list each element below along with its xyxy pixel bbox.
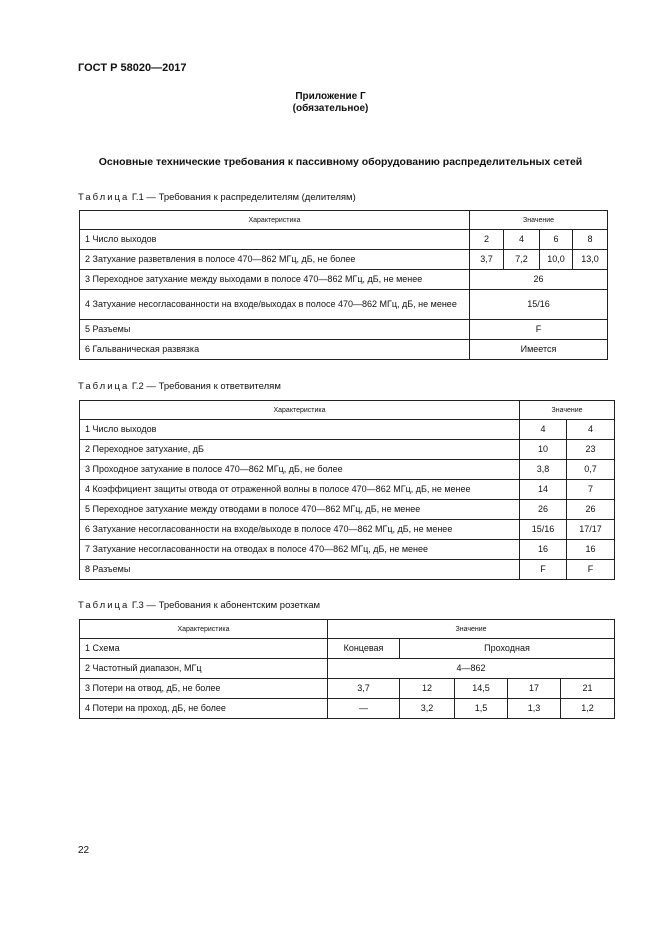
table2 <box>79 400 615 580</box>
table-header-row <box>80 620 615 639</box>
value-cell: 26 <box>520 500 567 520</box>
table1-caption-text: Г.1 — Требования к распределителям (делителям) <box>129 192 356 203</box>
column-header-value: Значение <box>328 620 615 639</box>
row-label: 3 Проходное затухание в полосе 470—862 МГц, дБ, не более <box>80 460 520 480</box>
table-row <box>80 270 608 290</box>
value-cell: 4 <box>520 420 567 440</box>
row-label: 3 Потери на отвод, дБ, не более <box>80 679 328 699</box>
row-label: 2 Затухание разветвления в полосе 470—862 МГц, дБ, не более <box>80 250 470 270</box>
row-label: 5 Переходное затухание между отводами в полосе 470—862 МГц, дБ, не менее <box>80 500 520 520</box>
value-cell: 7 <box>567 480 615 500</box>
table-row <box>80 679 615 699</box>
value-cell: — <box>328 699 400 719</box>
table2-caption-text: Г.2 — Требования к ответвителям <box>129 381 281 392</box>
value-cell: 4 <box>504 230 540 250</box>
table-header-row <box>80 211 608 230</box>
section-title: Основные технические требования к пассивному оборудованию распределительных сетей <box>98 156 583 168</box>
table3-caption <box>78 600 320 611</box>
table-row <box>80 659 615 679</box>
value-cell: 4 <box>567 420 615 440</box>
table-row <box>80 520 615 540</box>
value-cell: 17/17 <box>567 520 615 540</box>
value-cell: 16 <box>567 540 615 560</box>
value-cell: 16 <box>520 540 567 560</box>
value-cell: 23 <box>567 440 615 460</box>
row-label: 6 Затухание несогласованности на входе/выходе в полосе 470—862 МГц, дБ, не менее <box>80 520 520 540</box>
value-cell: 1,5 <box>455 699 508 719</box>
value-cell: 8 <box>573 230 608 250</box>
value-cell: 3,7 <box>470 250 504 270</box>
table3-caption-text: Г.3 — Требования к абонентским розеткам <box>129 600 321 611</box>
value-cell: 15/16 <box>520 520 567 540</box>
table1-caption <box>78 192 356 203</box>
row-label: 5 Разъемы <box>80 320 470 340</box>
value-cell: 26 <box>470 270 608 290</box>
table-row <box>80 230 608 250</box>
table3-caption-prefix: Таблица <box>78 600 130 611</box>
table-row <box>80 320 608 340</box>
value-cell: 17 <box>508 679 561 699</box>
row-label: 6 Гальваническая развязка <box>80 340 470 360</box>
appendix-heading <box>0 91 661 115</box>
value-cell: 6 <box>540 230 573 250</box>
value-cell: 1,2 <box>561 699 615 719</box>
column-header-value: Значение <box>470 211 608 230</box>
row-label: 8 Разъемы <box>80 560 520 580</box>
row-label: 1 Число выходов <box>80 420 520 440</box>
value-cell: F <box>470 320 608 340</box>
row-label: 3 Переходное затухание между выходами в полосе 470—862 МГц, дБ, не менее <box>80 270 470 290</box>
appendix-status: (обязательное) <box>292 103 369 114</box>
appendix-title: Приложение Г <box>295 91 366 102</box>
value-cell: 7,2 <box>504 250 540 270</box>
value-cell: 10 <box>520 440 567 460</box>
value-cell: 3,7 <box>328 679 400 699</box>
table-row <box>80 639 615 659</box>
column-header-characteristic: Характеристика <box>80 620 328 639</box>
table-header-row <box>80 401 615 420</box>
value-cell: 0,7 <box>567 460 615 480</box>
value-cell: 15/16 <box>470 290 608 320</box>
row-label: 2 Частотный диапазон, МГц <box>80 659 328 679</box>
table3 <box>79 619 615 719</box>
table-row <box>80 560 615 580</box>
value-cell: 13,0 <box>573 250 608 270</box>
value-cell: Проходная <box>400 639 615 659</box>
table-row <box>80 480 615 500</box>
value-cell: 12 <box>400 679 455 699</box>
table1 <box>79 210 608 360</box>
value-cell: 21 <box>561 679 615 699</box>
value-cell: Имеется <box>470 340 608 360</box>
table2-caption-prefix: Таблица <box>78 381 130 392</box>
table-row <box>80 250 608 270</box>
value-cell: 4—862 <box>328 659 615 679</box>
value-cell: 3,8 <box>520 460 567 480</box>
value-cell: F <box>567 560 615 580</box>
table-row <box>80 440 615 460</box>
value-cell: Концевая <box>328 639 400 659</box>
row-label: 4 Коэффициент защиты отвода от отраженной волны в полосе 470—862 МГц, дБ, не менее <box>80 480 520 500</box>
value-cell: 2 <box>470 230 504 250</box>
row-label: 4 Затухание несогласованности на входе/выходах в полосе 470—862 МГц, дБ, не менее <box>80 290 470 320</box>
row-label: 4 Потери на проход, дБ, не более <box>80 699 328 719</box>
table-row <box>80 540 615 560</box>
column-header-characteristic: Характеристика <box>80 211 470 230</box>
value-cell: 10,0 <box>540 250 573 270</box>
table1-caption-prefix: Таблица <box>78 192 130 203</box>
value-cell: 1,3 <box>508 699 561 719</box>
value-cell: F <box>520 560 567 580</box>
row-label: 1 Число выходов <box>80 230 470 250</box>
column-header-characteristic: Характеристика <box>80 401 520 420</box>
table-row <box>80 340 608 360</box>
table-row <box>80 290 608 320</box>
table-row <box>80 420 615 440</box>
table-row <box>80 460 615 480</box>
table-row <box>80 500 615 520</box>
value-cell: 26 <box>567 500 615 520</box>
table2-caption <box>78 381 281 392</box>
value-cell: 3,2 <box>400 699 455 719</box>
page-number: 22 <box>78 845 90 856</box>
row-label: 1 Схема <box>80 639 328 659</box>
column-header-value: Значение <box>520 401 615 420</box>
value-cell: 14 <box>520 480 567 500</box>
row-label: 2 Переходное затухание, дБ <box>80 440 520 460</box>
value-cell: 14,5 <box>455 679 508 699</box>
table-row <box>80 699 615 719</box>
document-header: ГОСТ Р 58020—2017 <box>78 62 187 74</box>
row-label: 7 Затухание несогласованности на отводах в полосе 470—862 МГц, дБ, не менее <box>80 540 520 560</box>
